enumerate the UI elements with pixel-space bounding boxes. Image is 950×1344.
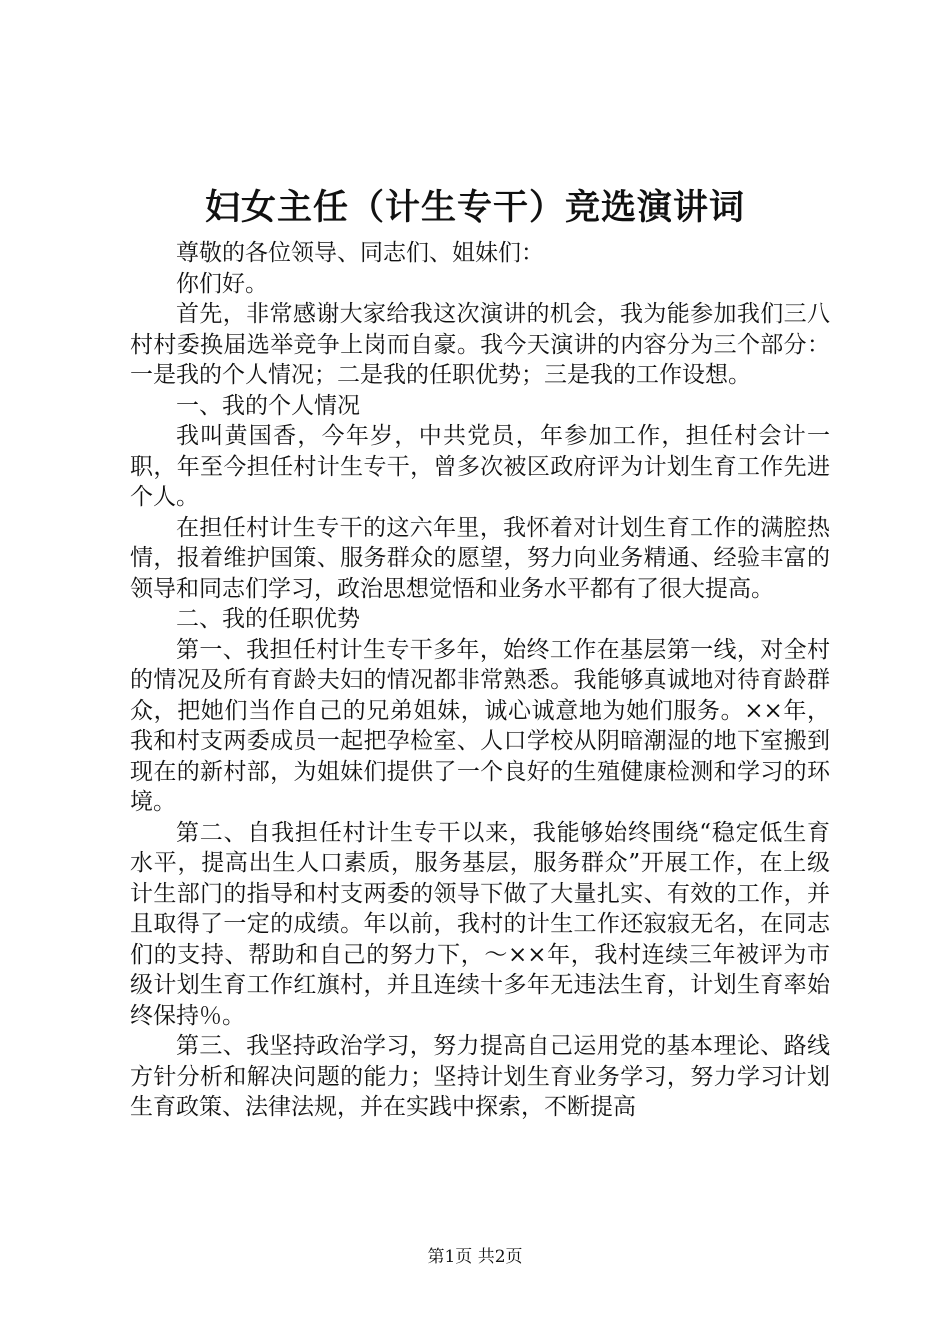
page-footer: 第1页 共2页 bbox=[427, 1247, 523, 1267]
section-heading-advantages: 二、我的任职优势 bbox=[176, 606, 360, 632]
paragraph-advantage-first: 第一、我担任村计生专干多年，始终工作在基层第一线，对全村的情况及所有育龄夫妇的情况都非常熟悉。我能够真诚地对待育龄群众，把她们当作自己的兄弟姐妹，诚心诚意地为她们服务。××年，我和村支两委成员一起把孕检室、人口学校从阴暗潮湿的地下室搬到现在的新村部，为姐妹们提供了一个良好的生殖健康检测和学习的环境。 bbox=[130, 636, 830, 815]
paragraph-intro: 首先，非常感谢大家给我这次演讲的机会，我为能参加我们三八村村委换届选举竞争上岗而自豪。我今天演讲的内容分为三个部分：一是我的个人情况；二是我的任职优势；三是我的工作设想。 bbox=[130, 301, 830, 388]
paragraph-advantage-third: 第三、我坚持政治学习，努力提高自己运用党的基本理论、路线方针分析和解决问题的能力；坚持计划生育业务学习，努力学习计划生育政策、法律法规，并在实践中探索，不断提高 bbox=[130, 1033, 830, 1120]
paragraph-personal: 我叫黄国香，今年岁，中共党员，年参加工作，担任村会计一职，年至今担任村计生专干，曾多次被区政府评为计划生育工作先进个人。 bbox=[130, 423, 830, 510]
document-body bbox=[130, 238, 830, 1123]
salutation: 尊敬的各位领导、同志们、姐妹们： bbox=[176, 240, 544, 266]
section-heading-personal: 一、我的个人情况 bbox=[176, 392, 360, 419]
paragraph-experience: 在担任村计生专干的这六年里，我怀着对计划生育工作的满腔热情，报着维护国策、服务群众的愿望，努力向业务精通、经验丰富的领导和同志们学习，政治思想觉悟和业务水平都有了很大提高。 bbox=[130, 514, 830, 602]
greeting: 你们好。 bbox=[176, 270, 268, 297]
paragraph-advantage-second: 第二、自我担任村计生专干以来，我能够始终围绕“稳定低生育水平，提高出生人口素质，服务基层，服务群众”开展工作，在上级计生部门的指导和村支两委的领导下做了大量扎实、有效的工作，并且取得了一定的成绩。年以前，我村的计生工作还寂寂无名，在同志们的支持、帮助和自己的努力下，～××年，我村连续三年被评为市级计划生育工作红旗村，并且连续十多年无违法生育，计划生育率始终保持％。 bbox=[130, 819, 830, 1029]
document-title: 妇女主任（计生专干）竞选演讲词 bbox=[204, 187, 745, 228]
